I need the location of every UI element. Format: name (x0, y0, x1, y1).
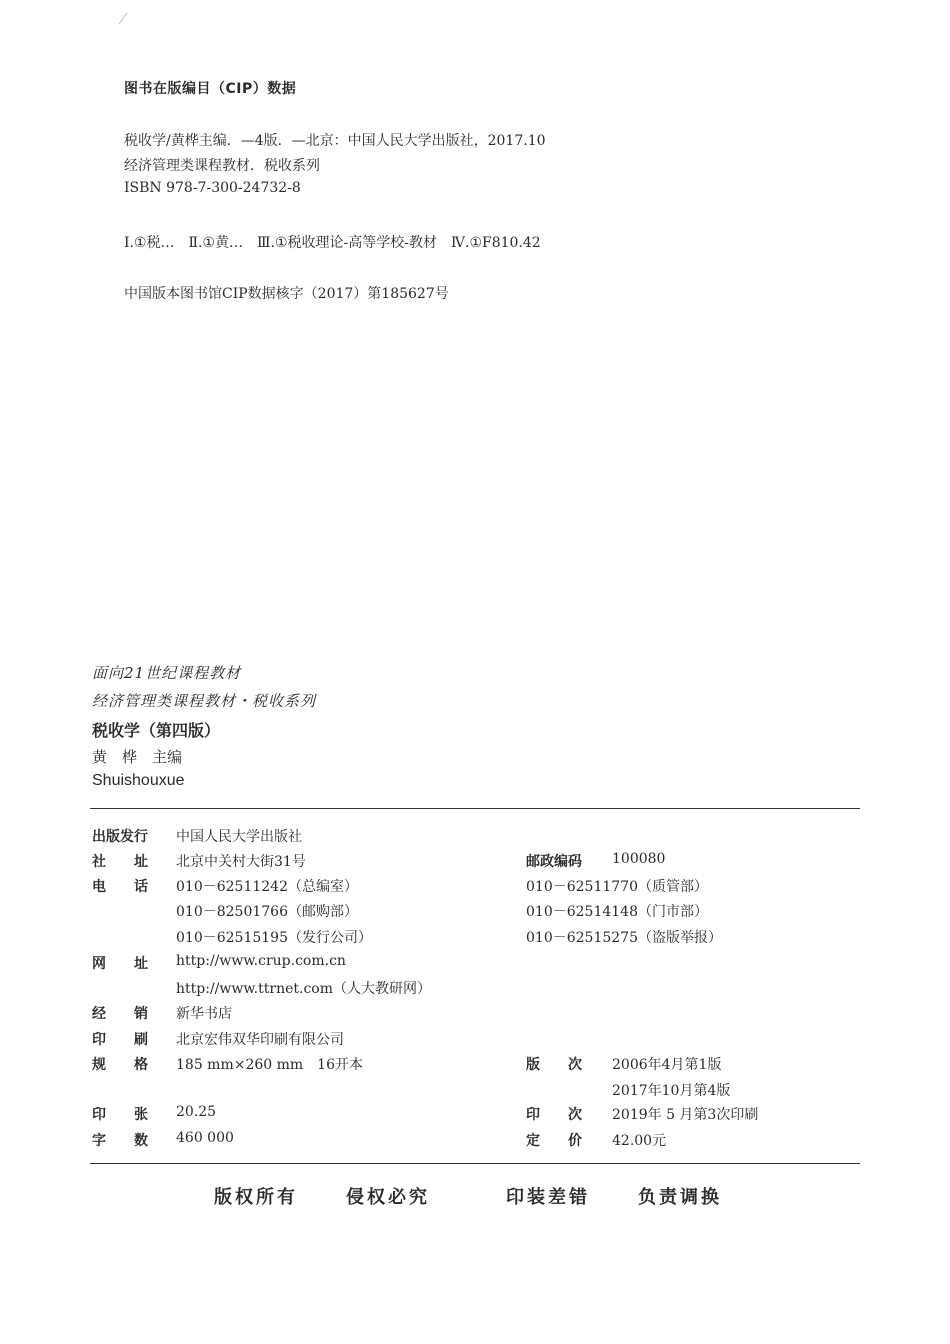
sheets-label: 印 张 (92, 1107, 148, 1123)
phone-label: 电 话 (92, 879, 148, 895)
publisher-value: 中国人民大学出版社 (176, 829, 302, 845)
book-title: 税收学（第四版） (92, 721, 221, 740)
book-author: 黄 桦 主编 (92, 748, 183, 766)
divider-bottom (90, 1163, 860, 1164)
phone-right-1: 010－62511770（质管部） (526, 879, 708, 895)
slogan-infringement: 侵权必究 (346, 1187, 430, 1208)
postcode-label: 邮政编码 (526, 854, 582, 870)
price-value: 42.00元 (612, 1133, 667, 1149)
impression-value: 2019年 5 月第3次印刷 (612, 1107, 759, 1123)
impression-label: 印 次 (526, 1107, 582, 1123)
word-count-label: 字 数 (92, 1133, 148, 1149)
website-link-2[interactable]: http://www.ttrnet.com（人大教研网） (176, 981, 431, 997)
distributor-label: 经 销 (92, 1006, 148, 1022)
edition-current: 2017年10月第4版 (612, 1083, 731, 1099)
scan-mark (119, 12, 128, 24)
phone-left-3: 010－62515195（发行公司） (176, 930, 372, 946)
cip-record-number: 中国版本图书馆CIP数据核字（2017）第185627号 (124, 286, 449, 302)
publisher-label: 出版发行 (92, 829, 148, 845)
slogan-replacement: 负责调换 (638, 1187, 722, 1208)
spec-value: 185 mm×260 mm 16开本 (176, 1057, 363, 1073)
spec-label: 规 格 (92, 1057, 148, 1073)
cip-heading: 图书在版编目（CIP）数据 (124, 81, 297, 97)
sheets-value: 20.25 (176, 1104, 217, 1120)
printer-label: 印 刷 (92, 1032, 148, 1048)
cip-classification: Ⅰ.①税… Ⅱ.①黄… Ⅲ.①税收理论-高等学校-教材 Ⅳ.①F810.42 (124, 235, 541, 251)
phone-right-3: 010－62515275（盗版举报） (526, 930, 722, 946)
address-label: 社 址 (92, 854, 148, 870)
cip-title-line: 税收学/黄桦主编．—4版．—北京：中国人民大学出版社，2017.10 (124, 133, 546, 149)
distributor-value: 新华书店 (176, 1006, 232, 1022)
price-label: 定 价 (526, 1133, 582, 1149)
cip-isbn: ISBN 978-7-300-24732-8 (124, 180, 301, 196)
address-value: 北京中关村大街31号 (176, 854, 306, 870)
phone-left-2: 010－82501766（邮购部） (176, 904, 358, 920)
slogan-print-defect: 印装差错 (506, 1187, 590, 1208)
series-name-2: 经济管理类课程教材・税收系列 (92, 692, 317, 710)
website-link-1[interactable]: http://www.crup.com.cn (176, 953, 346, 969)
phone-left-1: 010－62511242（总编室） (176, 879, 358, 895)
printer-value: 北京宏伟双华印刷有限公司 (176, 1032, 344, 1048)
phone-right-2: 010－62514148（门市部） (526, 904, 708, 920)
postcode-value: 100080 (612, 851, 666, 867)
book-pinyin: Shuishouxue (92, 772, 185, 789)
divider-top (90, 808, 860, 809)
edition-first: 2006年4月第1版 (612, 1057, 722, 1073)
edition-label: 版 次 (526, 1057, 582, 1073)
word-count-value: 460 000 (176, 1130, 234, 1146)
cip-series-line: 经济管理类课程教材．税收系列 (124, 158, 320, 174)
series-name-1: 面向21世纪课程教材 (92, 664, 242, 682)
slogan-copyright: 版权所有 (214, 1187, 298, 1208)
website-label: 网 址 (92, 956, 148, 972)
